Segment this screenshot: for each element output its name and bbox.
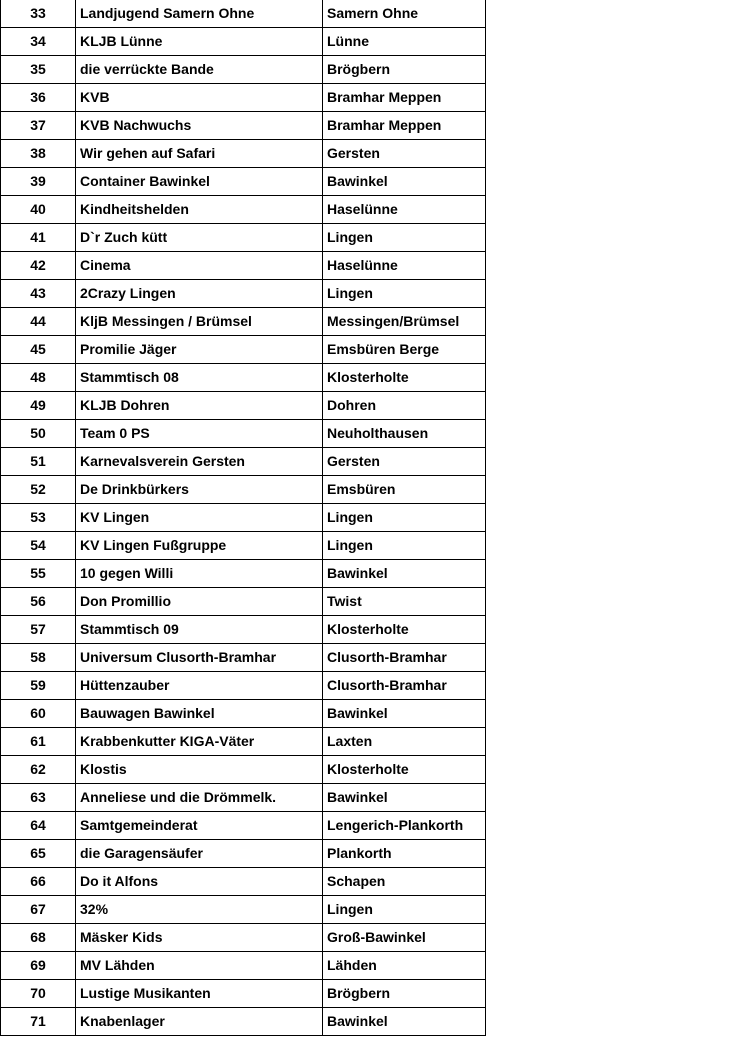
place-name: Gersten	[323, 140, 486, 168]
place-name: Bawinkel	[323, 1008, 486, 1036]
place-name: Klosterholte	[323, 364, 486, 392]
group-name: Samtgemeinderat	[76, 812, 323, 840]
row-number: 53	[1, 504, 76, 532]
group-name: Mäsker Kids	[76, 924, 323, 952]
table-row	[1, 952, 486, 980]
group-name: Stammtisch 09	[76, 616, 323, 644]
group-name: KV Lingen	[76, 504, 323, 532]
group-name: Klostis	[76, 756, 323, 784]
place-name: Clusorth-Bramhar	[323, 644, 486, 672]
row-number: 66	[1, 868, 76, 896]
group-name: Krabbenkutter KIGA-Väter	[76, 728, 323, 756]
row-number: 36	[1, 84, 76, 112]
group-name: KV Lingen Fußgruppe	[76, 532, 323, 560]
place-name: Klosterholte	[323, 616, 486, 644]
group-name: 32%	[76, 896, 323, 924]
row-number: 45	[1, 336, 76, 364]
row-number: 67	[1, 896, 76, 924]
table-row	[1, 728, 486, 756]
place-name: Lingen	[323, 280, 486, 308]
place-name: Gersten	[323, 448, 486, 476]
row-number: 43	[1, 280, 76, 308]
place-name: Groß-Bawinkel	[323, 924, 486, 952]
table-row	[1, 224, 486, 252]
table-row	[1, 812, 486, 840]
table-row	[1, 476, 486, 504]
row-number: 57	[1, 616, 76, 644]
place-name: Lingen	[323, 896, 486, 924]
group-name: Bauwagen Bawinkel	[76, 700, 323, 728]
group-name: 10 gegen Willi	[76, 560, 323, 588]
place-name: Laxten	[323, 728, 486, 756]
group-name: MV Lähden	[76, 952, 323, 980]
row-number: 44	[1, 308, 76, 336]
place-name: Lengerich-Plankorth	[323, 812, 486, 840]
group-name: Hüttenzauber	[76, 672, 323, 700]
row-number: 65	[1, 840, 76, 868]
place-name: Bawinkel	[323, 784, 486, 812]
table-row	[1, 336, 486, 364]
table-row	[1, 756, 486, 784]
place-name: Haselünne	[323, 196, 486, 224]
row-number: 50	[1, 420, 76, 448]
row-number: 55	[1, 560, 76, 588]
table-row	[1, 840, 486, 868]
place-name: Bramhar Meppen	[323, 112, 486, 140]
place-name: Dohren	[323, 392, 486, 420]
table-row	[1, 84, 486, 112]
row-number: 61	[1, 728, 76, 756]
table-row	[1, 196, 486, 224]
group-name: De Drinkbürkers	[76, 476, 323, 504]
table-row	[1, 28, 486, 56]
table-row	[1, 868, 486, 896]
place-name: Bawinkel	[323, 560, 486, 588]
place-name: Lingen	[323, 532, 486, 560]
row-number: 42	[1, 252, 76, 280]
place-name: Bawinkel	[323, 168, 486, 196]
table-row	[1, 168, 486, 196]
group-name: KVB Nachwuchs	[76, 112, 323, 140]
group-name: Don Promillio	[76, 588, 323, 616]
group-name: Universum Clusorth-Bramhar	[76, 644, 323, 672]
table-row	[1, 112, 486, 140]
group-name: Knabenlager	[76, 1008, 323, 1036]
table-row	[1, 896, 486, 924]
row-number: 48	[1, 364, 76, 392]
place-name: Lingen	[323, 504, 486, 532]
table-row	[1, 140, 486, 168]
row-number: 64	[1, 812, 76, 840]
place-name: Clusorth-Bramhar	[323, 672, 486, 700]
row-number: 51	[1, 448, 76, 476]
table-row	[1, 1008, 486, 1036]
table-row	[1, 56, 486, 84]
table-row	[1, 924, 486, 952]
table-row	[1, 392, 486, 420]
row-number: 39	[1, 168, 76, 196]
table-row	[1, 308, 486, 336]
place-name: Bawinkel	[323, 700, 486, 728]
group-name: Container Bawinkel	[76, 168, 323, 196]
row-number: 38	[1, 140, 76, 168]
row-number: 56	[1, 588, 76, 616]
place-name: Lingen	[323, 224, 486, 252]
row-number: 40	[1, 196, 76, 224]
group-name: KLJB Dohren	[76, 392, 323, 420]
row-number: 41	[1, 224, 76, 252]
group-name: Do it Alfons	[76, 868, 323, 896]
row-number: 54	[1, 532, 76, 560]
place-name: Neuholthausen	[323, 420, 486, 448]
group-name: Kindheitshelden	[76, 196, 323, 224]
group-name: Landjugend Samern Ohne	[76, 0, 323, 28]
row-number: 62	[1, 756, 76, 784]
table-row	[1, 504, 486, 532]
row-number: 71	[1, 1008, 76, 1036]
place-name: Lähden	[323, 952, 486, 980]
table-row	[1, 560, 486, 588]
table-row	[1, 672, 486, 700]
place-name: Twist	[323, 588, 486, 616]
place-name: Samern Ohne	[323, 0, 486, 28]
table-row	[1, 0, 486, 28]
table-body	[1, 0, 486, 1036]
place-name: Klosterholte	[323, 756, 486, 784]
group-name: Anneliese und die Drömmelk.	[76, 784, 323, 812]
group-name: die verrückte Bande	[76, 56, 323, 84]
row-number: 37	[1, 112, 76, 140]
row-number: 60	[1, 700, 76, 728]
row-number: 59	[1, 672, 76, 700]
place-name: Brögbern	[323, 56, 486, 84]
place-name: Bramhar Meppen	[323, 84, 486, 112]
row-number: 35	[1, 56, 76, 84]
group-name: die Garagensäufer	[76, 840, 323, 868]
row-number: 70	[1, 980, 76, 1008]
row-number: 33	[1, 0, 76, 28]
row-number: 34	[1, 28, 76, 56]
table-row	[1, 644, 486, 672]
table-row	[1, 588, 486, 616]
row-number: 52	[1, 476, 76, 504]
table-row	[1, 448, 486, 476]
table-row	[1, 420, 486, 448]
row-number: 63	[1, 784, 76, 812]
table-row	[1, 252, 486, 280]
table-row	[1, 532, 486, 560]
place-name: Schapen	[323, 868, 486, 896]
row-number: 68	[1, 924, 76, 952]
group-name: Stammtisch 08	[76, 364, 323, 392]
group-name: Lustige Musikanten	[76, 980, 323, 1008]
group-name: KljB Messingen / Brümsel	[76, 308, 323, 336]
place-name: Messingen/Brümsel	[323, 308, 486, 336]
group-name: D`r Zuch kütt	[76, 224, 323, 252]
group-name: Cinema	[76, 252, 323, 280]
table-row	[1, 784, 486, 812]
place-name: Lünne	[323, 28, 486, 56]
row-number: 49	[1, 392, 76, 420]
row-number: 58	[1, 644, 76, 672]
group-name: Promilie Jäger	[76, 336, 323, 364]
table-row	[1, 364, 486, 392]
table-row	[1, 280, 486, 308]
group-name: Karnevalsverein Gersten	[76, 448, 323, 476]
row-number: 69	[1, 952, 76, 980]
table-row	[1, 616, 486, 644]
table-row	[1, 700, 486, 728]
table-row	[1, 980, 486, 1008]
group-name: KVB	[76, 84, 323, 112]
group-name: Wir gehen auf Safari	[76, 140, 323, 168]
group-name: 2Crazy Lingen	[76, 280, 323, 308]
place-name: Emsbüren	[323, 476, 486, 504]
group-name: Team 0 PS	[76, 420, 323, 448]
place-name: Brögbern	[323, 980, 486, 1008]
group-name: KLJB Lünne	[76, 28, 323, 56]
place-name: Emsbüren Berge	[323, 336, 486, 364]
place-name: Haselünne	[323, 252, 486, 280]
place-name: Plankorth	[323, 840, 486, 868]
